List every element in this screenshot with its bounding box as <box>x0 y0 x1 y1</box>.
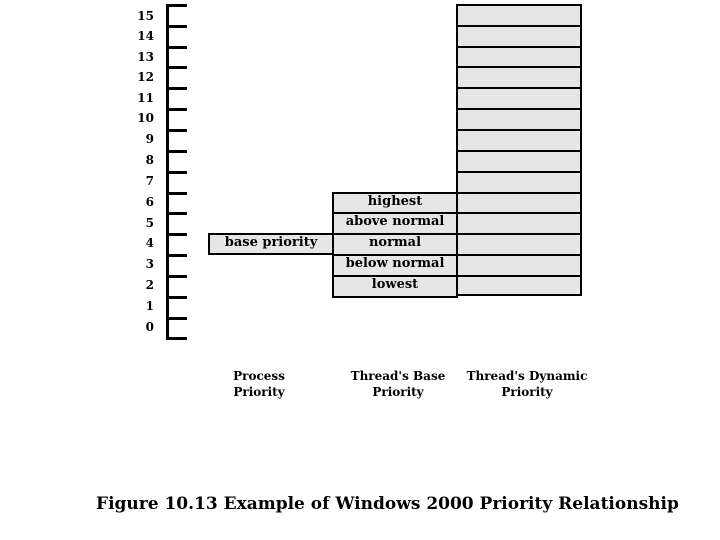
axis-tick <box>166 233 187 236</box>
axis-tick <box>166 150 187 153</box>
thread-base-normal: normal <box>332 233 458 256</box>
level-14-label: 14 <box>137 29 154 43</box>
process-priority-column-label <box>189 368 329 400</box>
level-12-label: 12 <box>137 70 154 84</box>
axis-tick <box>166 4 187 7</box>
dynamic-level-divider <box>456 129 582 131</box>
dynamic-level-divider <box>456 192 582 194</box>
dynamic-level-divider <box>456 87 582 89</box>
thread-base-above-normal: above normal <box>332 212 458 235</box>
level-0-label: 0 <box>145 320 154 334</box>
level-15-label: 15 <box>137 9 154 23</box>
thread-base-priority-column-label <box>328 368 468 400</box>
thread-base-label-line1: Thread's Base <box>350 369 446 383</box>
dynamic-level-divider <box>456 46 582 48</box>
dynamic-level-divider <box>456 254 582 256</box>
dynamic-level-divider <box>456 171 582 173</box>
dynamic-level-divider <box>456 233 582 235</box>
figure-caption: Figure 10.13 Example of Windows 2000 Priority Relationship <box>96 494 679 514</box>
axis-tick <box>166 296 187 299</box>
dynamic-level-divider <box>456 150 582 152</box>
axis-tick <box>166 192 187 195</box>
level-8-label: 8 <box>145 153 154 167</box>
axis-tick <box>166 275 187 278</box>
thread-base-lowest: lowest <box>332 275 458 298</box>
level-7-label: 7 <box>145 174 154 188</box>
thread-base-label-line2: Priority <box>372 385 424 399</box>
level-6-label: 6 <box>145 195 154 209</box>
thread-dynamic-label-line1: Thread's Dynamic <box>466 369 588 383</box>
axis-tick <box>166 337 187 340</box>
axis-tick <box>166 25 187 28</box>
thread-base-below-normal: below normal <box>332 254 458 277</box>
axis-tick <box>166 317 187 320</box>
dynamic-level-divider <box>456 66 582 68</box>
axis-tick <box>166 66 187 69</box>
thread-dynamic-label-line2: Priority <box>501 385 553 399</box>
level-5-label: 5 <box>145 216 154 230</box>
process-base-priority-box: base priority <box>208 233 334 255</box>
axis-tick <box>166 129 187 132</box>
level-9-label: 9 <box>145 132 154 146</box>
axis-tick <box>166 46 187 49</box>
level-2-label: 2 <box>145 278 154 292</box>
axis-tick <box>166 171 187 174</box>
dynamic-level-divider <box>456 108 582 110</box>
axis-tick <box>166 108 187 111</box>
axis-tick <box>166 254 187 257</box>
level-4-label: 4 <box>145 236 154 250</box>
dynamic-level-divider <box>456 212 582 214</box>
process-priority-label-line2: Priority <box>233 385 285 399</box>
dynamic-level-divider <box>456 25 582 27</box>
level-13-label: 13 <box>137 50 154 64</box>
process-priority-label-line1: Process <box>233 369 285 383</box>
level-3-label: 3 <box>145 257 154 271</box>
axis-tick <box>166 212 187 215</box>
level-1-label: 1 <box>145 299 154 313</box>
thread-dynamic-priority-column-label <box>457 368 597 400</box>
level-11-label: 11 <box>137 91 154 105</box>
axis-tick <box>166 87 187 90</box>
thread-base-highest: highest <box>332 192 458 214</box>
level-10-label: 10 <box>137 111 154 125</box>
dynamic-level-divider <box>456 275 582 277</box>
